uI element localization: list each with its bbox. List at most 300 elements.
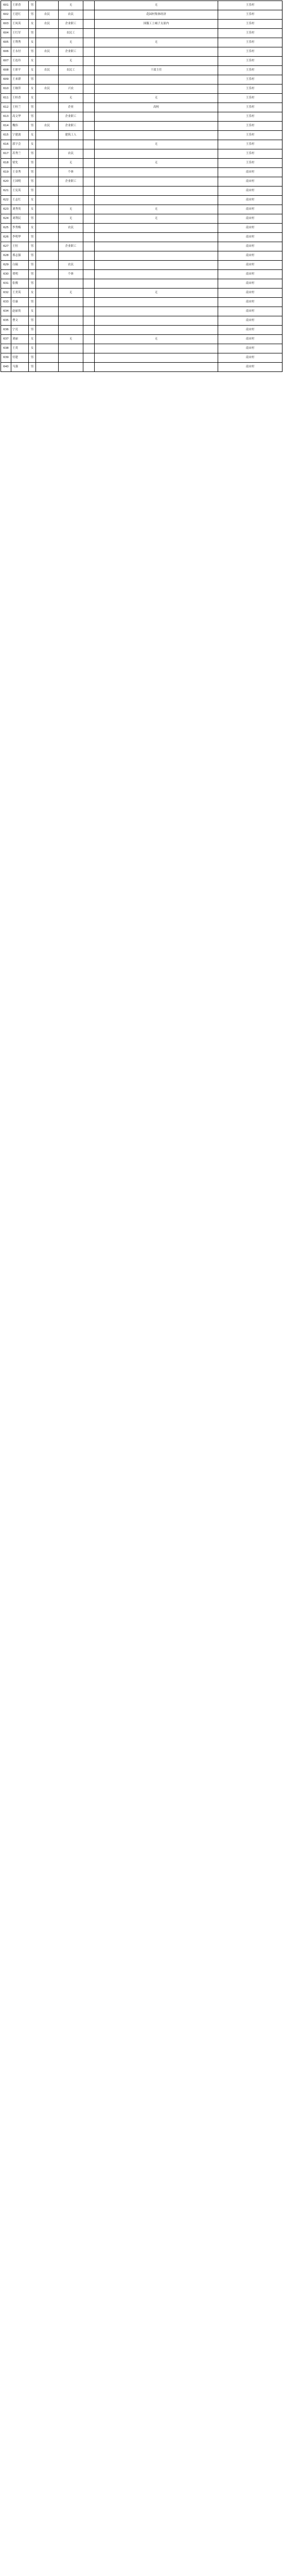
cell-status: 农民 bbox=[36, 10, 59, 20]
cell-name: 郭宇会 bbox=[11, 140, 29, 149]
cell-status bbox=[36, 94, 59, 103]
cell-description bbox=[95, 261, 218, 270]
cell-name: 张俊 bbox=[11, 279, 29, 289]
cell-name: 刘利民 bbox=[11, 214, 29, 224]
cell-gender: 男 bbox=[29, 112, 36, 122]
cell-occupation bbox=[59, 233, 83, 242]
cell-occupation: 无 bbox=[59, 38, 83, 47]
cell-village: 南宋村 bbox=[218, 233, 282, 242]
cell-village: 南宋村 bbox=[218, 214, 282, 224]
table-row bbox=[1, 75, 282, 84]
cell-name: 任康 bbox=[11, 298, 29, 307]
cell-row-number: 623 bbox=[1, 205, 11, 214]
cell-extra bbox=[83, 1, 95, 10]
cell-description bbox=[95, 298, 218, 307]
table-row bbox=[1, 94, 282, 103]
cell-row-number: 614 bbox=[1, 122, 11, 131]
table-row bbox=[1, 177, 282, 187]
cell-description: 无 bbox=[95, 205, 218, 214]
cell-name: 王永付 bbox=[11, 47, 29, 57]
cell-village: 南宋村 bbox=[218, 177, 282, 187]
cell-gender: 男 bbox=[29, 251, 36, 261]
cell-extra bbox=[83, 326, 95, 335]
cell-extra bbox=[83, 307, 95, 316]
cell-gender: 男 bbox=[29, 187, 36, 196]
cell-row-number: 628 bbox=[1, 251, 11, 261]
cell-description bbox=[95, 316, 218, 326]
cell-description: 无 bbox=[95, 38, 218, 47]
table-row bbox=[1, 335, 282, 344]
table-row bbox=[1, 122, 282, 131]
cell-row-number: 625 bbox=[1, 224, 11, 233]
cell-extra bbox=[83, 38, 95, 47]
cell-name: 王利秀 bbox=[11, 38, 29, 47]
cell-status bbox=[36, 140, 59, 149]
cell-description: 高校 bbox=[95, 103, 218, 112]
cell-description bbox=[95, 177, 218, 187]
cell-status bbox=[36, 168, 59, 177]
cell-status bbox=[36, 75, 59, 84]
cell-name: 王来群 bbox=[11, 75, 29, 84]
cell-name: 白瑞 bbox=[11, 261, 29, 270]
table-row bbox=[1, 1, 282, 10]
cell-status: 农民 bbox=[36, 122, 59, 131]
cell-row-number: 601 bbox=[1, 1, 11, 10]
cell-gender: 男 bbox=[29, 353, 36, 363]
cell-status bbox=[36, 103, 59, 112]
cell-extra bbox=[83, 57, 95, 66]
cell-row-number: 608 bbox=[1, 66, 11, 75]
cell-extra bbox=[83, 316, 95, 326]
cell-name: 付建 bbox=[11, 353, 29, 363]
table-row bbox=[1, 84, 282, 94]
cell-gender: 男 bbox=[29, 168, 36, 177]
cell-row-number: 633 bbox=[1, 298, 11, 307]
cell-description bbox=[95, 57, 218, 66]
table-row bbox=[1, 316, 282, 326]
cell-description bbox=[95, 196, 218, 205]
table-row bbox=[1, 242, 282, 251]
cell-name: 邢志强 bbox=[11, 251, 29, 261]
cell-gender: 女 bbox=[29, 224, 36, 233]
cell-status: 农民 bbox=[36, 66, 59, 75]
cell-row-number: 612 bbox=[1, 103, 11, 112]
table-row bbox=[1, 233, 282, 242]
cell-row-number: 616 bbox=[1, 140, 11, 149]
cell-gender: 女 bbox=[29, 335, 36, 344]
cell-row-number: 610 bbox=[1, 84, 11, 94]
cell-status bbox=[36, 149, 59, 159]
cell-name: 刘丽 bbox=[11, 335, 29, 344]
cell-status bbox=[36, 233, 59, 242]
cell-row-number: 632 bbox=[1, 289, 11, 298]
cell-village: 南宋村 bbox=[218, 224, 282, 233]
cell-village: 南宋村 bbox=[218, 344, 282, 353]
cell-status: 农民 bbox=[36, 47, 59, 57]
cell-gender: 男 bbox=[29, 1, 36, 10]
table-row bbox=[1, 149, 282, 159]
cell-occupation: 无 bbox=[59, 1, 83, 10]
cell-village: 南宋村 bbox=[218, 326, 282, 335]
cell-occupation: 无 bbox=[59, 335, 83, 344]
cell-status bbox=[36, 38, 59, 47]
cell-extra bbox=[83, 168, 95, 177]
cell-name: 宁建波 bbox=[11, 131, 29, 140]
cell-description: 无 bbox=[95, 289, 218, 298]
cell-name: 王红军 bbox=[11, 29, 29, 38]
cell-village: 王乐村 bbox=[218, 66, 282, 75]
cell-extra bbox=[83, 159, 95, 168]
cell-occupation bbox=[59, 316, 83, 326]
cell-description bbox=[95, 353, 218, 363]
cell-name: 梁先 bbox=[11, 159, 29, 168]
table-row bbox=[1, 224, 282, 233]
cell-status bbox=[36, 224, 59, 233]
cell-gender: 男 bbox=[29, 10, 36, 20]
cell-name: 王继萍 bbox=[11, 84, 29, 94]
cell-occupation: 农民 bbox=[59, 261, 83, 270]
table-row bbox=[1, 168, 282, 177]
cell-village: 王乐村 bbox=[218, 103, 282, 112]
cell-status bbox=[36, 29, 59, 38]
cell-occupation: 个体 bbox=[59, 168, 83, 177]
cell-row-number: 604 bbox=[1, 29, 11, 38]
cell-description bbox=[95, 112, 218, 122]
cell-description bbox=[95, 270, 218, 279]
table-row bbox=[1, 20, 282, 29]
cell-occupation: 无 bbox=[59, 159, 83, 168]
cell-extra bbox=[83, 242, 95, 251]
cell-description: 无 bbox=[95, 159, 218, 168]
cell-status bbox=[36, 251, 59, 261]
cell-description bbox=[95, 47, 218, 57]
cell-occupation: 建筑工人 bbox=[59, 131, 83, 140]
cell-name: 王国明 bbox=[11, 177, 29, 187]
cell-occupation: 个体 bbox=[59, 270, 83, 279]
cell-gender: 女 bbox=[29, 205, 36, 214]
cell-name: 魏伟 bbox=[11, 122, 29, 131]
cell-village: 南宋村 bbox=[218, 205, 282, 214]
cell-village: 王乐村 bbox=[218, 140, 282, 149]
cell-row-number: 626 bbox=[1, 233, 11, 242]
cell-description bbox=[95, 122, 218, 131]
cell-name: 王桂兰 bbox=[11, 103, 29, 112]
cell-status bbox=[36, 289, 59, 298]
cell-name: 宁亮 bbox=[11, 326, 29, 335]
cell-description: 无 bbox=[95, 335, 218, 344]
cell-status: 农民 bbox=[36, 84, 59, 94]
cell-extra bbox=[83, 205, 95, 214]
cell-extra bbox=[83, 131, 95, 140]
cell-description: 干部主任 bbox=[95, 66, 218, 75]
cell-occupation: 企业职工 bbox=[59, 242, 83, 251]
cell-gender: 男 bbox=[29, 75, 36, 84]
cell-occupation bbox=[59, 140, 83, 149]
cell-gender: 男 bbox=[29, 242, 36, 251]
cell-status bbox=[36, 270, 59, 279]
cell-name: 王延红 bbox=[11, 10, 29, 20]
table-row bbox=[1, 251, 282, 261]
cell-status bbox=[36, 326, 59, 335]
table-row bbox=[1, 66, 282, 75]
cell-extra bbox=[83, 149, 95, 159]
cell-village: 王乐村 bbox=[218, 20, 282, 29]
roster-table-body bbox=[1, 1, 282, 372]
table-row bbox=[1, 103, 282, 112]
cell-description: 无 bbox=[95, 1, 218, 10]
cell-status bbox=[36, 1, 59, 10]
cell-description: 花园村集体经济 bbox=[95, 10, 218, 20]
cell-status bbox=[36, 335, 59, 344]
cell-name: 马强 bbox=[11, 363, 29, 372]
table-row bbox=[1, 187, 282, 196]
cell-extra bbox=[83, 270, 95, 279]
cell-village: 王乐村 bbox=[218, 122, 282, 131]
cell-description bbox=[95, 279, 218, 289]
cell-description bbox=[95, 224, 218, 233]
table-row bbox=[1, 261, 282, 270]
cell-gender: 男 bbox=[29, 122, 36, 131]
cell-name: 李秀梅 bbox=[11, 224, 29, 233]
cell-name: 刘秀英 bbox=[11, 205, 29, 214]
cell-village: 王乐村 bbox=[218, 57, 282, 66]
cell-occupation: 无 bbox=[59, 205, 83, 214]
cell-description: 无 bbox=[95, 94, 218, 103]
cell-extra bbox=[83, 122, 95, 131]
cell-occupation bbox=[59, 307, 83, 316]
cell-description bbox=[95, 344, 218, 353]
cell-status bbox=[36, 187, 59, 196]
cell-description bbox=[95, 363, 218, 372]
cell-description: 无 bbox=[95, 214, 218, 224]
cell-occupation: 无 bbox=[59, 289, 83, 298]
cell-row-number: 615 bbox=[1, 131, 11, 140]
cell-occupation: 农民 bbox=[59, 224, 83, 233]
cell-row-number: 605 bbox=[1, 38, 11, 47]
cell-status bbox=[36, 298, 59, 307]
cell-village: 王乐村 bbox=[218, 47, 282, 57]
cell-extra bbox=[83, 335, 95, 344]
cell-status bbox=[36, 131, 59, 140]
table-row bbox=[1, 10, 282, 20]
cell-gender: 男 bbox=[29, 159, 36, 168]
cell-row-number: 606 bbox=[1, 47, 11, 57]
cell-village: 南宋村 bbox=[218, 251, 282, 261]
cell-row-number: 617 bbox=[1, 149, 11, 159]
cell-occupation bbox=[59, 196, 83, 205]
cell-village: 王乐村 bbox=[218, 159, 282, 168]
cell-gender: 女 bbox=[29, 140, 36, 149]
cell-occupation: 企业职工 bbox=[59, 47, 83, 57]
cell-occupation: 企业 bbox=[59, 103, 83, 112]
cell-gender: 男 bbox=[29, 233, 36, 242]
cell-description bbox=[95, 84, 218, 94]
table-row bbox=[1, 47, 282, 57]
cell-extra bbox=[83, 112, 95, 122]
cell-village: 南宋村 bbox=[218, 279, 282, 289]
cell-occupation bbox=[59, 353, 83, 363]
table-row bbox=[1, 363, 282, 372]
table-row bbox=[1, 159, 282, 168]
cell-row-number: 624 bbox=[1, 214, 11, 224]
cell-extra bbox=[83, 140, 95, 149]
cell-occupation: 农民 bbox=[59, 10, 83, 20]
cell-village: 王乐村 bbox=[218, 84, 282, 94]
cell-occupation: 企业职工 bbox=[59, 177, 83, 187]
cell-description bbox=[95, 326, 218, 335]
roster-table bbox=[1, 1, 282, 372]
cell-name: 王凤英 bbox=[11, 20, 29, 29]
table-row bbox=[1, 214, 282, 224]
cell-gender: 男 bbox=[29, 103, 36, 112]
cell-gender: 女 bbox=[29, 38, 36, 47]
cell-gender: 男 bbox=[29, 298, 36, 307]
cell-status bbox=[36, 279, 59, 289]
cell-name: 贾明 bbox=[11, 270, 29, 279]
table-row bbox=[1, 196, 282, 205]
cell-row-number: 609 bbox=[1, 75, 11, 84]
cell-name: 曹文 bbox=[11, 316, 29, 326]
cell-status bbox=[36, 205, 59, 214]
cell-description bbox=[95, 233, 218, 242]
table-row bbox=[1, 298, 282, 307]
cell-extra bbox=[83, 75, 95, 84]
cell-name: 王恒 bbox=[11, 242, 29, 251]
cell-extra bbox=[83, 103, 95, 112]
cell-name: 高文华 bbox=[11, 112, 29, 122]
table-row bbox=[1, 29, 282, 38]
cell-row-number: 638 bbox=[1, 344, 11, 353]
cell-description: 国服工上城子太原内 bbox=[95, 20, 218, 29]
table-row bbox=[1, 326, 282, 335]
cell-status bbox=[36, 214, 59, 224]
cell-name: 赵丽英 bbox=[11, 307, 29, 316]
cell-name: 王英 bbox=[11, 344, 29, 353]
cell-village: 王乐村 bbox=[218, 29, 282, 38]
cell-row-number: 630 bbox=[1, 270, 11, 279]
cell-row-number: 619 bbox=[1, 168, 11, 177]
cell-extra bbox=[83, 10, 95, 20]
cell-name: 王桂香 bbox=[11, 94, 29, 103]
cell-occupation bbox=[59, 187, 83, 196]
cell-occupation: 农民工 bbox=[59, 66, 83, 75]
table-row bbox=[1, 353, 282, 363]
cell-row-number: 637 bbox=[1, 335, 11, 344]
cell-occupation bbox=[59, 344, 83, 353]
cell-description bbox=[95, 131, 218, 140]
cell-extra bbox=[83, 29, 95, 38]
table-row bbox=[1, 57, 282, 66]
cell-gender: 男 bbox=[29, 270, 36, 279]
cell-extra bbox=[83, 344, 95, 353]
cell-occupation: 农民工 bbox=[59, 29, 83, 38]
cell-status bbox=[36, 112, 59, 122]
cell-village: 王乐村 bbox=[218, 10, 282, 20]
table-row bbox=[1, 38, 282, 47]
cell-description bbox=[95, 251, 218, 261]
cell-name: 王金秀 bbox=[11, 168, 29, 177]
cell-row-number: 631 bbox=[1, 279, 11, 289]
cell-gender: 男 bbox=[29, 261, 36, 270]
table-row bbox=[1, 112, 282, 122]
cell-gender: 女 bbox=[29, 57, 36, 66]
cell-status bbox=[36, 242, 59, 251]
cell-occupation: 无 bbox=[59, 214, 83, 224]
cell-extra bbox=[83, 298, 95, 307]
cell-gender: 男 bbox=[29, 316, 36, 326]
cell-extra bbox=[83, 279, 95, 289]
table-row bbox=[1, 205, 282, 214]
cell-village: 南宋村 bbox=[218, 298, 282, 307]
cell-extra bbox=[83, 224, 95, 233]
cell-gender: 女 bbox=[29, 307, 36, 316]
cell-extra bbox=[83, 353, 95, 363]
table-row bbox=[1, 131, 282, 140]
cell-row-number: 640 bbox=[1, 363, 11, 372]
cell-status bbox=[36, 261, 59, 270]
cell-status bbox=[36, 363, 59, 372]
cell-row-number: 613 bbox=[1, 112, 11, 122]
cell-row-number: 639 bbox=[1, 353, 11, 363]
cell-village: 南宋村 bbox=[218, 261, 282, 270]
cell-occupation bbox=[59, 363, 83, 372]
cell-extra bbox=[83, 363, 95, 372]
table-row bbox=[1, 289, 282, 298]
cell-gender: 女 bbox=[29, 131, 36, 140]
cell-extra bbox=[83, 47, 95, 57]
cell-description: 无 bbox=[95, 140, 218, 149]
cell-gender: 女 bbox=[29, 196, 36, 205]
cell-status: 农民 bbox=[36, 20, 59, 29]
cell-name: 王美英 bbox=[11, 289, 29, 298]
cell-gender: 男 bbox=[29, 47, 36, 57]
cell-occupation: 兴农 bbox=[59, 84, 83, 94]
cell-description bbox=[95, 168, 218, 177]
cell-village: 南宋村 bbox=[218, 168, 282, 177]
cell-gender: 男 bbox=[29, 326, 36, 335]
cell-row-number: 635 bbox=[1, 316, 11, 326]
cell-row-number: 621 bbox=[1, 187, 11, 196]
cell-village: 王乐村 bbox=[218, 38, 282, 47]
cell-status bbox=[36, 159, 59, 168]
cell-gender: 女 bbox=[29, 289, 36, 298]
cell-extra bbox=[83, 214, 95, 224]
cell-gender: 男 bbox=[29, 149, 36, 159]
cell-gender: 女 bbox=[29, 20, 36, 29]
cell-extra bbox=[83, 251, 95, 261]
cell-description bbox=[95, 29, 218, 38]
cell-description bbox=[95, 75, 218, 84]
cell-village: 南宋村 bbox=[218, 316, 282, 326]
cell-occupation: 企业职工 bbox=[59, 20, 83, 29]
cell-extra bbox=[83, 94, 95, 103]
cell-gender: 女 bbox=[29, 344, 36, 353]
table-row bbox=[1, 140, 282, 149]
cell-village: 南宋村 bbox=[218, 363, 282, 372]
cell-gender: 女 bbox=[29, 84, 36, 94]
cell-description bbox=[95, 242, 218, 251]
cell-extra bbox=[83, 196, 95, 205]
cell-gender: 男 bbox=[29, 363, 36, 372]
cell-occupation: 农民 bbox=[59, 149, 83, 159]
cell-extra bbox=[83, 20, 95, 29]
cell-village: 南宋村 bbox=[218, 307, 282, 316]
cell-row-number: 620 bbox=[1, 177, 11, 187]
cell-gender: 女 bbox=[29, 94, 36, 103]
cell-village: 南宋村 bbox=[218, 289, 282, 298]
cell-name: 王宪英 bbox=[11, 187, 29, 196]
cell-village: 王乐村 bbox=[218, 112, 282, 122]
